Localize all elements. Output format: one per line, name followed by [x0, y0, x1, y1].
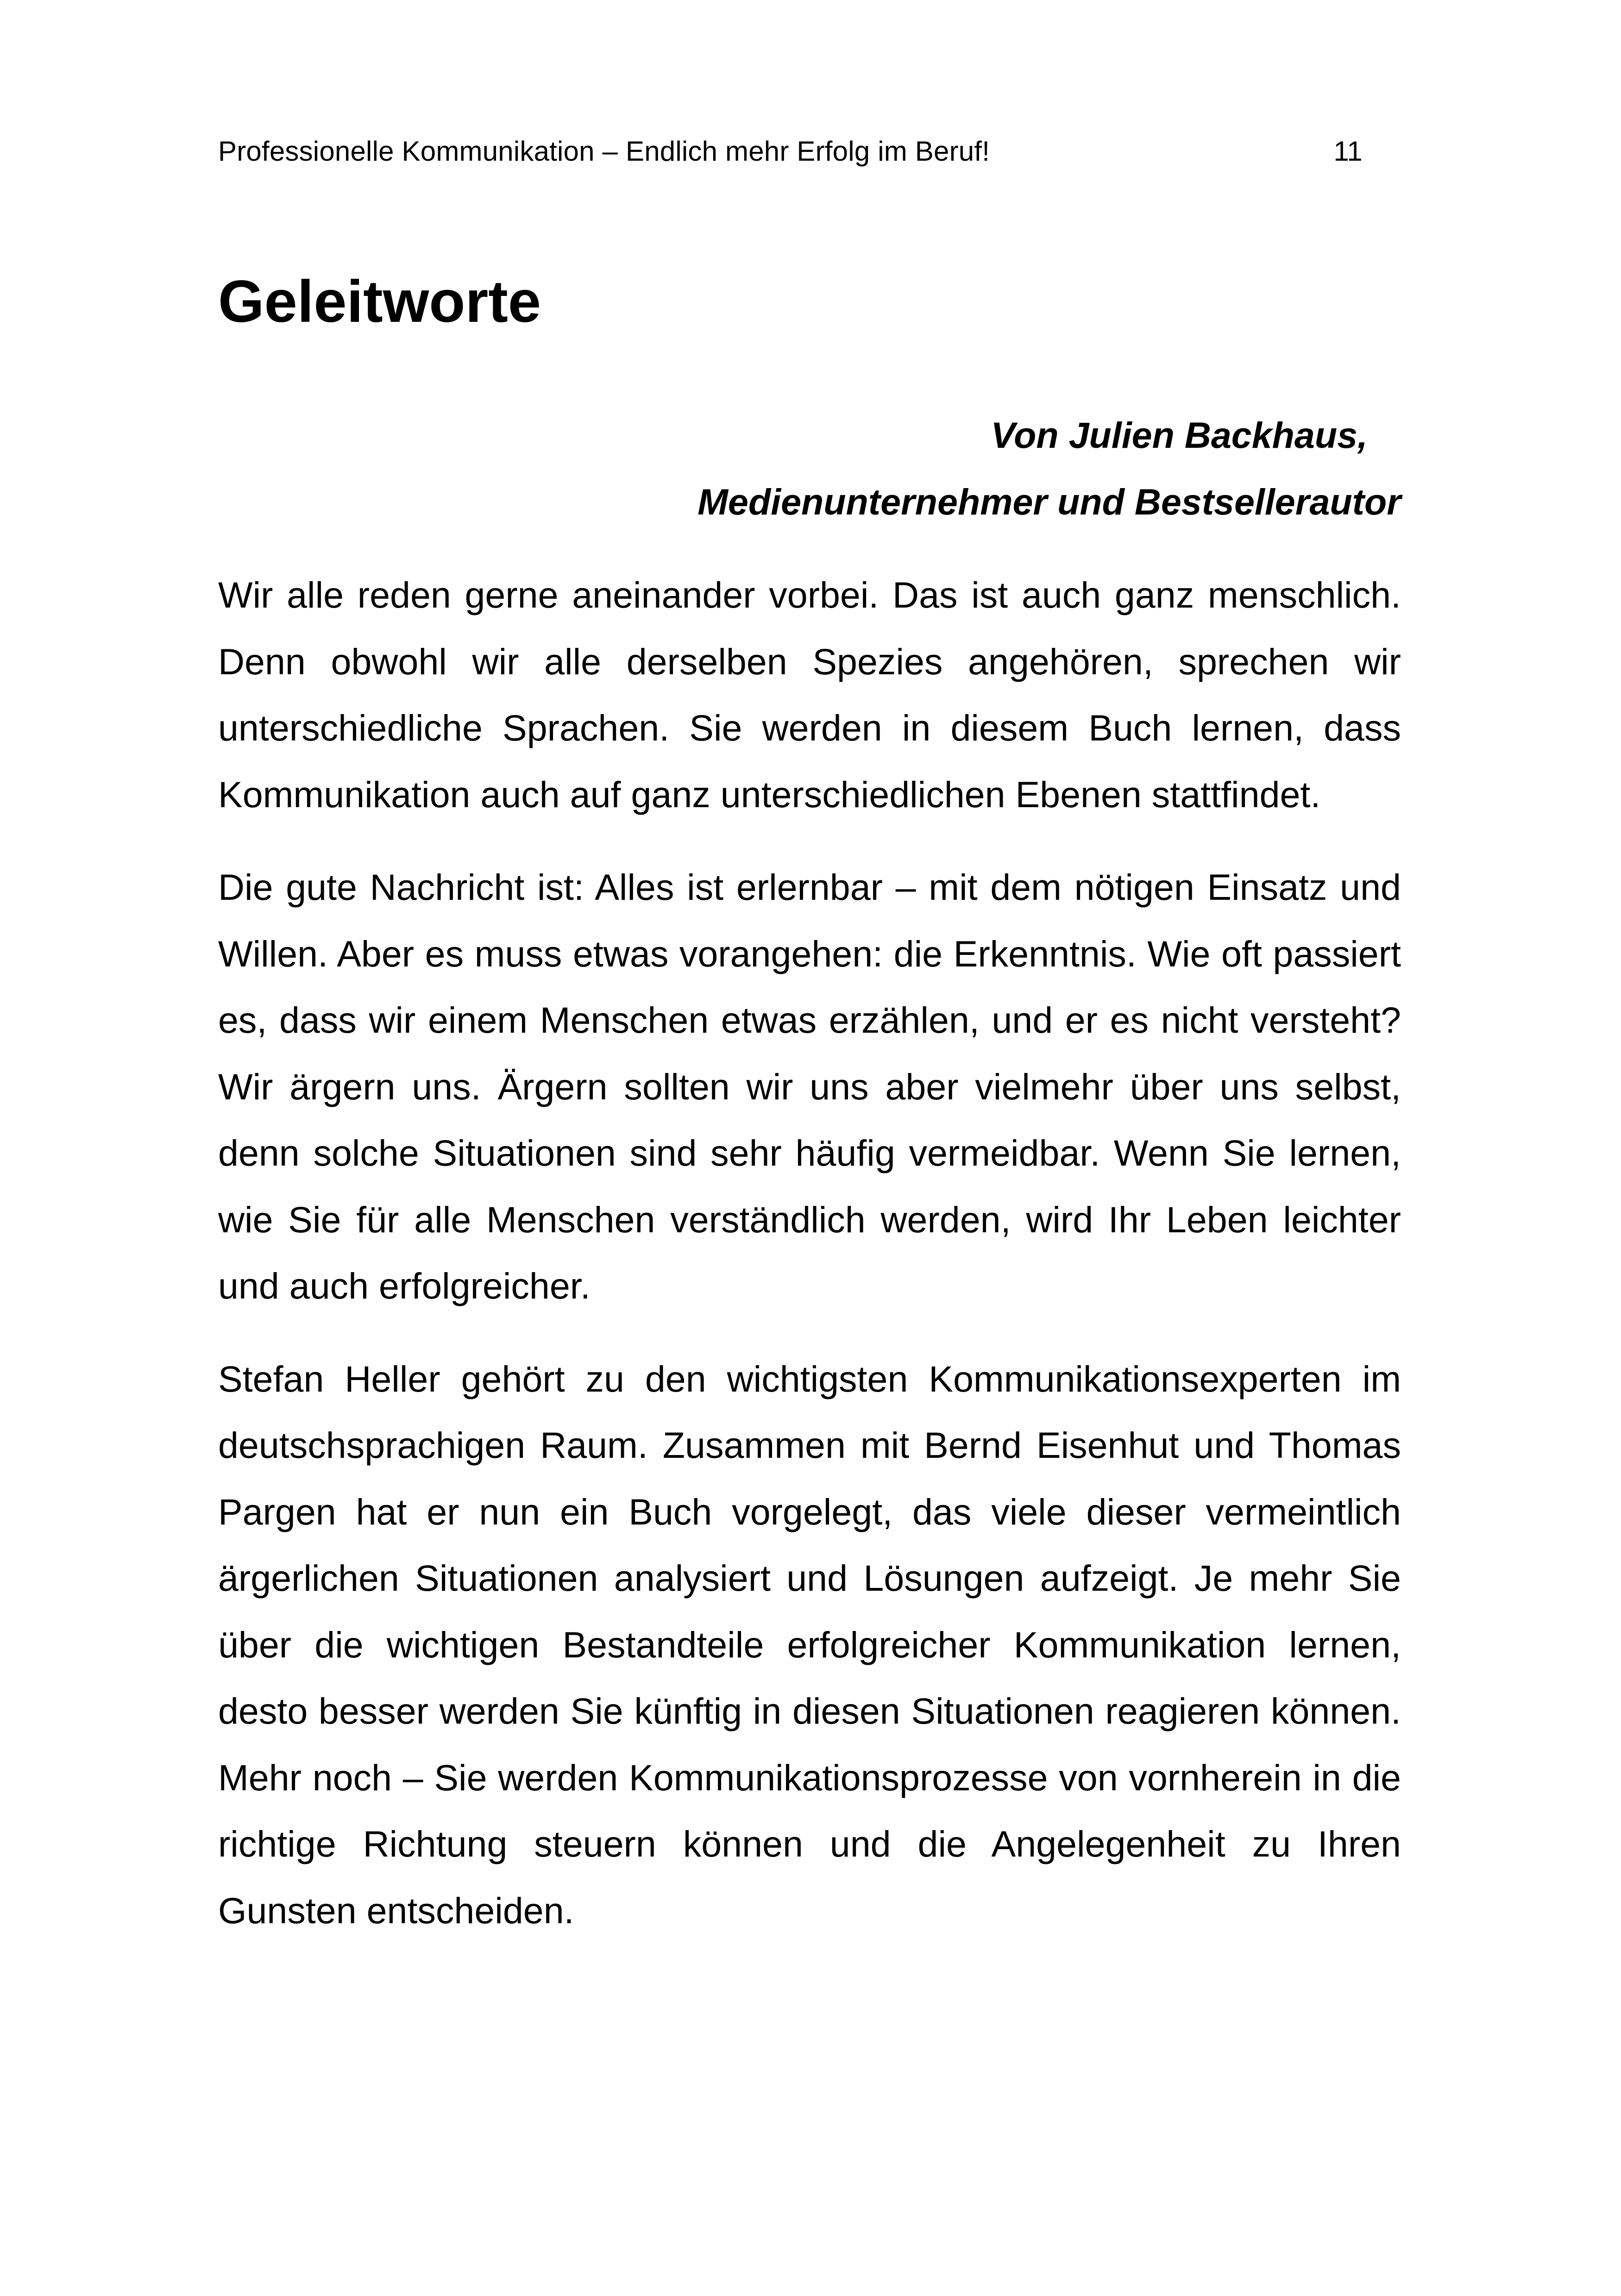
body-paragraph: Stefan Heller gehört zu den wichtigsten Kommunikationsexperten im deutschsprachigen Raum. Zusammen mit Bernd Eisenhut und Thomas Pargen hat er nun ein Buch vorgelegt, das viele dieser vermeintlich ärgerlichen Situationen analysiert und Lösungen aufzeigt. Je mehr Sie über die wichtigen Bestandteile erfolgreicher Kommunikation lernen, desto besser werden Sie künftig in diesen Situationen reagieren können. Mehr noch – Sie werden Kommunikationsprozesse von vornherein in die richtige Richtung steuern können und die Angelegenheit zu Ihren Gunsten entscheiden.: [218, 1358, 1401, 1931]
foreword-body: [218, 562, 1401, 1970]
foreword-byline: [218, 402, 1401, 535]
byline-author-role: Medienunternehmer und Bestsellerautor: [697, 481, 1401, 522]
byline-author-name: Von Julien Backhaus,: [991, 414, 1368, 456]
chapter-title: Geleitworte: [218, 269, 541, 335]
running-title: Professionelle Kommunikation – Endlich mehr Erfolg im Beruf!: [218, 136, 990, 167]
page-number: 11: [1333, 136, 1363, 167]
body-paragraph: Die gute Nachricht ist: Alles ist erlernbar – mit dem nötigen Einsatz und Willen. Aber es muss etwas vorangehen: die Erkenntnis. Wie oft passiert es, dass wir einem Menschen etwas erzählen, und er es nicht versteht? Wir ärgern uns. Ärgern sollten wir uns aber vielmehr über uns selbst, denn solche Situationen sind sehr häufig vermeidbar. Wenn Sie lernen, wie Sie für alle Menschen verständlich werden, wird Ihr Leben leichter und auch erfolgreicher.: [218, 866, 1401, 1306]
body-paragraph: Wir alle reden gerne aneinander vorbei. Das ist auch ganz menschlich. Denn obwohl wir alle derselben Spezies angehören, sprechen wir unterschiedliche Sprachen. Sie werden in diesem Buch lernen, dass Kommunikation auch auf ganz unterschiedlichen Ebenen stattfindet.: [218, 574, 1401, 815]
running-header: [218, 135, 1399, 172]
